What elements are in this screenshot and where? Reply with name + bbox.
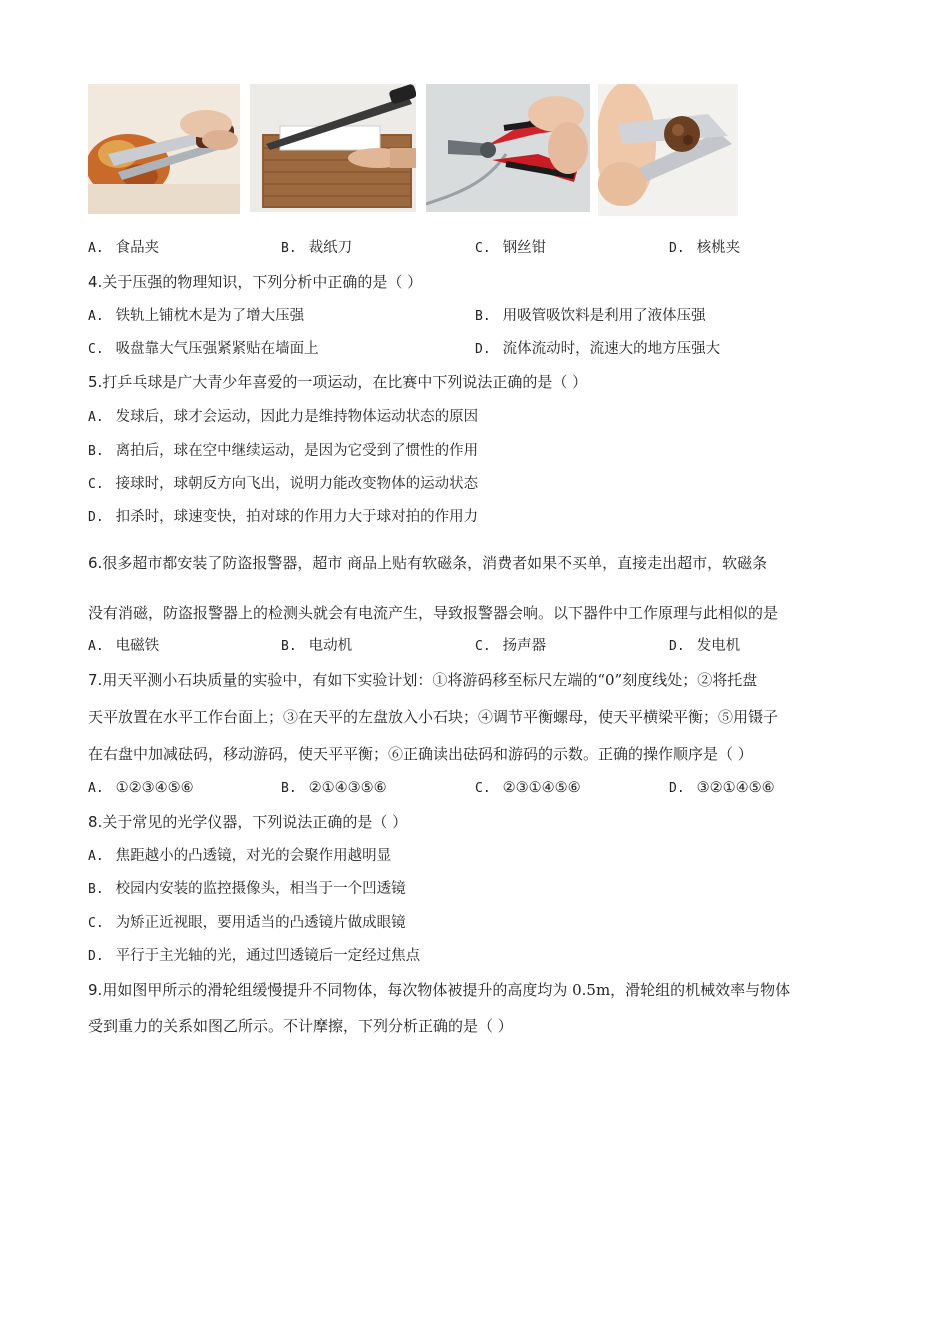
option-letter: D.: [475, 342, 491, 357]
q5-option-a[interactable]: [88, 407, 478, 428]
q8-option-c[interactable]: [88, 913, 406, 934]
question-text: 打乒乓球是广大青少年喜爱的一项运动，在比赛中下列说法正确的是（ ）: [102, 373, 588, 391]
option-text: 校园内安装的监控摄像头，相当于一个凹透镜: [115, 881, 406, 897]
question-text: 用如图甲所示的滑轮组缓慢提升不同物体，每次物体被提升的高度均为 0.5m，滑轮组的机械效率与物体: [102, 981, 791, 999]
question-number: 8.: [88, 813, 103, 831]
option-letter: C.: [475, 241, 491, 256]
option-text: 扬声器: [502, 638, 547, 654]
q8-stem: [88, 812, 407, 832]
option-letter: A.: [88, 410, 104, 425]
option-text: ①②③④⑤⑥: [115, 780, 194, 796]
q6-option-a[interactable]: [88, 636, 159, 657]
option-letter: A.: [88, 639, 104, 654]
option-letter: B.: [88, 444, 104, 459]
option-letter: B.: [475, 309, 491, 324]
q4-option-a[interactable]: [88, 306, 304, 327]
option-text: 食品夹: [115, 240, 160, 256]
option-text: 发电机: [696, 638, 741, 654]
q3-option-b[interactable]: [281, 238, 352, 259]
q8-option-a[interactable]: [88, 846, 391, 867]
option-text: 发球后，球才会运动，因此力是维持物体运动状态的原因: [115, 409, 479, 425]
q4-option-c[interactable]: [88, 339, 319, 360]
option-text: 用吸管吸饮料是利用了液体压强: [502, 308, 706, 324]
q5-option-b[interactable]: [88, 441, 478, 462]
question-text: 很多超市都安装了防盗报警器，超市 商品上贴有软磁条，消费者如果不买单，直接走出超市，软磁条: [102, 554, 768, 572]
option-text: 核桃夹: [696, 240, 741, 256]
option-text: 裁纸刀: [308, 240, 353, 256]
q5-option-d[interactable]: [88, 507, 478, 528]
option-letter: B.: [281, 781, 297, 796]
option-text: 为矫正近视眼，要用适当的凸透镜片做成眼镜: [115, 915, 406, 931]
q8-option-b[interactable]: [88, 879, 406, 900]
question-number: 5.: [88, 373, 103, 391]
q6-option-c[interactable]: [475, 636, 546, 657]
option-letter: C.: [475, 639, 491, 654]
option-text: ②①④③⑤⑥: [308, 780, 387, 796]
q6-option-b[interactable]: [281, 636, 352, 657]
q9-stem-line1: [88, 980, 790, 1000]
q5-option-c[interactable]: [88, 474, 478, 495]
option-letter: D.: [88, 949, 104, 964]
q4-option-d[interactable]: [475, 339, 720, 360]
q7-stem-line3: [88, 744, 753, 764]
option-text: 平行于主光轴的光，通过凹透镜后一定经过焦点: [115, 948, 421, 964]
q7-option-b[interactable]: [281, 778, 387, 799]
option-letter: C.: [88, 477, 104, 492]
option-letter: A.: [88, 781, 104, 796]
q3-option-a[interactable]: [88, 238, 159, 259]
option-text: 电动机: [308, 638, 353, 654]
q7-option-c[interactable]: [475, 778, 581, 799]
question-number: 6.: [88, 554, 103, 572]
option-letter: B.: [281, 241, 297, 256]
option-letter: C.: [88, 916, 104, 931]
option-letter: C.: [88, 342, 104, 357]
q6-stem-line1: [88, 553, 767, 573]
option-letter: D.: [669, 781, 685, 796]
question-text: 受到重力的关系如图乙所示。不计摩擦，下列分析正确的是（ ）: [88, 1017, 513, 1035]
wire-pliers-photo: [426, 84, 590, 212]
option-text: ③②①④⑤⑥: [696, 780, 775, 796]
option-letter: D.: [669, 639, 685, 654]
q3-option-c[interactable]: [475, 238, 546, 259]
q5-stem: [88, 372, 587, 392]
option-letter: D.: [669, 241, 685, 256]
option-text: 电磁铁: [115, 638, 160, 654]
option-letter: A.: [88, 241, 104, 256]
option-text: 吸盘靠大气压强紧紧贴在墙面上: [115, 341, 319, 357]
option-letter: B.: [88, 882, 104, 897]
nutcracker-photo: [598, 84, 738, 216]
q6-option-d[interactable]: [669, 636, 740, 657]
q7-option-d[interactable]: [669, 778, 775, 799]
option-text: ②③①④⑤⑥: [502, 780, 581, 796]
paper-cutter-photo: [250, 84, 416, 212]
option-letter: D.: [88, 510, 104, 525]
option-letter: A.: [88, 849, 104, 864]
option-text: 接球时，球朝反方向飞出，说明力能改变物体的运动状态: [115, 476, 479, 492]
q9-stem-line2: [88, 1016, 513, 1036]
q7-option-a[interactable]: [88, 778, 194, 799]
option-text: 铁轨上铺枕木是为了增大压强: [115, 308, 305, 324]
option-text: 流体流动时，流速大的地方压强大: [502, 341, 721, 357]
option-text: 钢丝钳: [502, 240, 547, 256]
question-number: 7.: [88, 671, 103, 689]
option-text: 扣杀时，球速变快，拍对球的作用力大于球对拍的作用力: [115, 509, 479, 525]
q7-stem-line1: [88, 670, 757, 690]
option-text: 离拍后，球在空中继续运动，是因为它受到了惯性的作用: [115, 443, 479, 459]
question-number: 4.: [88, 273, 103, 291]
q7-stem-line2: [88, 707, 778, 727]
q3-option-d[interactable]: [669, 238, 740, 259]
question-text: 关于常见的光学仪器，下列说法正确的是（ ）: [102, 813, 408, 831]
option-letter: B.: [281, 639, 297, 654]
q6-stem-line2: [88, 603, 778, 623]
q8-option-d[interactable]: [88, 946, 420, 967]
question-text: 没有消磁，防盗报警器上的检测头就会有电流产生，导致报警器会响。以下器件中工作原理与此相似的是: [88, 604, 779, 622]
q4-option-b[interactable]: [475, 306, 706, 327]
option-letter: C.: [475, 781, 491, 796]
question-text: 关于压强的物理知识，下列分析中正确的是（ ）: [102, 273, 423, 291]
question-number: 9.: [88, 981, 103, 999]
question-text: 在右盘中加减砝码，移动游码，使天平平衡；⑥正确读出砝码和游码的示数。正确的操作顺序是（ ）: [88, 745, 753, 763]
option-text: 焦距越小的凸透镜，对光的会聚作用越明显: [115, 848, 392, 864]
q4-stem: [88, 272, 422, 292]
question-text: 用天平测小石块质量的实验中，有如下实验计划：①将游码移至标尺左端的“0”刻度线处；②将托盘: [102, 671, 758, 689]
option-letter: A.: [88, 309, 104, 324]
question-text: 天平放置在水平工作台面上；③在天平的左盘放入小石块；④调节平衡螺母，使天平横梁平衡；⑤用镊子: [88, 708, 779, 726]
food-tongs-photo: [88, 84, 240, 214]
